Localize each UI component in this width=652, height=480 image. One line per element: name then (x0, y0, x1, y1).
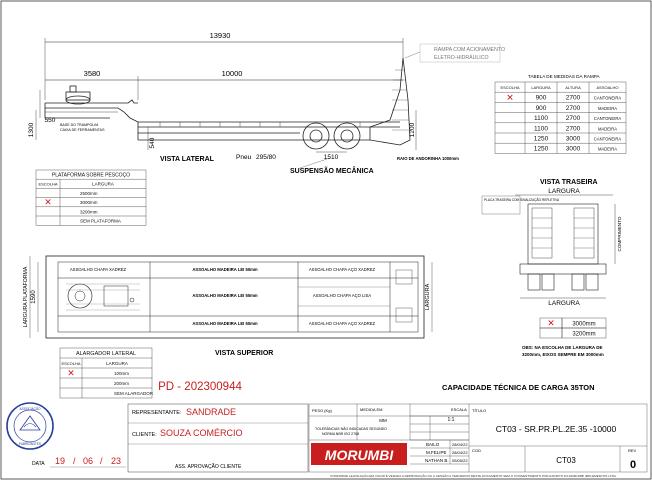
tire-size: 295/80 (256, 154, 276, 161)
ramp-radius-note: RAIO DE ANDORINHA 1000mm (397, 156, 459, 161)
top-panel-b2: ASSOALHO CHAPA AÇO LISA (312, 293, 372, 298)
rep-label: REPRESENTANTE: (132, 410, 182, 416)
widener-table-value: 200mm (114, 381, 130, 386)
widener-table-header: ESCOLHA (61, 361, 81, 366)
ramp-table-width: 1100 (534, 115, 548, 123)
dim-front: 3580 (83, 69, 101, 78)
checked-date: 28/04/22 (452, 450, 468, 455)
platform-table-value: 2500mm (80, 190, 98, 196)
ramp-table-floor: CANTONEIRA (593, 95, 622, 101)
platform-table-value: SEM PLATAFORMA (80, 218, 121, 224)
widener-table-value: SEM ALARGADOR (114, 391, 154, 396)
ramp-table-width: 900 (535, 94, 547, 102)
dim-deck-length: 10000 (221, 69, 243, 78)
ramp-table-header: ALTURA (565, 85, 581, 90)
top-left-label: LARGURA PLATAFORMA (23, 266, 29, 328)
drawing-title: CT03 - SR.PR.PL.2E.35 -10000 (495, 424, 617, 434)
cod-label: COD (472, 448, 481, 453)
client-value: SOUZA COMÉRCIO (160, 428, 243, 438)
checked-by: M.FELIPE (426, 450, 447, 455)
rear-width-label: LARGURA (548, 188, 580, 195)
date-sep-1: / (73, 456, 76, 466)
ramp-table-floor: CANTONEIRA (593, 116, 622, 122)
widener-table-value: 100mm (114, 371, 130, 376)
ramp-table-header: ESCOLHA (500, 85, 520, 90)
approved-by: NATHAN B. (425, 458, 449, 463)
top-panel-b1: ASSOALHO MADEIRA LEI 50mm (192, 293, 258, 298)
date-day: 19 (54, 456, 66, 466)
rev-label: REV (628, 448, 637, 453)
seal-top-text: ASSOCIAÇÃO (19, 407, 41, 411)
title-label: TÍTULO (472, 408, 487, 413)
top-panel-a2: ASSOALHO MADEIRA LEI 50mm (192, 267, 258, 272)
top-panel-c2: ASSOALHO CHAPA AÇO XADREZ (308, 321, 376, 326)
ramp-table-header: ASSOALHO (596, 85, 619, 90)
view-title-rear: VISTA TRASEIRA (540, 179, 598, 186)
tire-label: Pneu (236, 154, 252, 161)
date-label: DATA (32, 461, 45, 467)
rear-selected-mark: ✕ (547, 318, 555, 328)
ramp-table-title: TABELA DE MEDIDAS DA RAMPA (528, 74, 600, 79)
ramp-table-width: 900 (535, 104, 547, 112)
dim-front-height: 550 (44, 117, 56, 124)
ramp-table-header: LARGURA (531, 85, 551, 90)
seal-bottom-text: FABRICANTES (18, 442, 42, 446)
rear-bottom-label: LARGURA (548, 300, 580, 307)
unit-label: MEDIDA EM (360, 407, 383, 412)
scale-label: ESCALA (451, 407, 467, 412)
ramp-table-height: 2700 (565, 115, 581, 123)
ramp-table-height: 2700 (565, 125, 581, 133)
platform-table-header: LARGURA (92, 181, 114, 187)
drawn-by: BAILO (426, 442, 440, 447)
dim-platform-width: 1590 (31, 290, 37, 304)
dim-axle-spacing: 1510 (323, 154, 339, 161)
rep-value: SANDRADE (186, 407, 237, 417)
footer-note: CONFORME LEGISLAÇÃO EM VIGOR É VEDADA A REPRODUÇÃO OU A CESSÃO A TERCEIROS DESTE DOCUMENTO SEM O CONSENTIMENTO POR ESCRITO DA MORUMBI IMPLEMENTOS LTDA. (330, 474, 617, 478)
view-title-lateral: VISTA LATERAL (160, 156, 214, 163)
ramp-table-height: 2700 (565, 94, 581, 102)
rear-width-value: 3000mm (572, 321, 596, 328)
ramp-note-line2: ELETRO-HIDRÁULICO (434, 55, 489, 61)
brand-logo: MORUMBI (324, 447, 394, 463)
order-pd-number: PD - 202300944 (158, 381, 242, 393)
approval-label: ASS. APROVAÇÃO CLIENTE (175, 464, 242, 470)
ramp-table-floor: MADEIRA (597, 126, 618, 132)
platform-table-value: 3200mm (80, 209, 98, 215)
ramp-table-height: 2700 (565, 104, 581, 112)
peso-label: PESO (Kg) (312, 408, 332, 413)
top-panel-c1: ASSOALHO MADEIRA LEI 50mm (192, 321, 258, 326)
view-title-top: VISTA SUPERIOR (215, 350, 274, 357)
ramp-table-selected-mark: ✕ (506, 92, 514, 103)
date-sep-2: / (100, 456, 103, 466)
widener-selected-mark: ✕ (67, 368, 75, 378)
ramp-table-floor: CANTONEIRA (593, 136, 622, 142)
rear-width-value: 3200mm (572, 331, 596, 338)
top-panel-a3: ASSOALHO CHAPA AÇO XADREZ (308, 267, 376, 272)
scale-value: 1:1 (447, 417, 455, 423)
rear-obs-line2: 3200mm, EIXOS SEMPRE EM 3000mm (522, 352, 604, 357)
ramp-table-floor: MADEIRA (597, 105, 618, 111)
dim-ramp-height: 1200 (409, 122, 416, 138)
dim-deck-height: 540 (149, 137, 156, 149)
top-panel-a1: ASSOALHO CHAPA XADREZ (69, 267, 127, 272)
top-right-label: LARGURA (425, 283, 431, 311)
ramp-table-height: 3000 (565, 135, 581, 143)
drawing-code: CT03 (556, 456, 576, 465)
client-label: CLIENTE: (132, 432, 157, 438)
widener-table-title: ALARGADOR LATERAL (75, 351, 137, 357)
note-side-2: CAIXA DE FERRAMENTAS (60, 128, 105, 132)
rev-value: 0 (629, 459, 637, 471)
ramp-note-line1: RAMPA COM ACIONAMENTO (434, 47, 505, 53)
platform-selected-mark: ✕ (44, 197, 52, 208)
widener-table-header: LARGURA (106, 361, 128, 366)
tolerance-line2: NORMA NBR ISO 2768 (322, 432, 359, 436)
note-side-1: BASE DO TRAMPOLIM (60, 123, 99, 127)
dim-overall: 13930 (209, 31, 231, 40)
platform-table-title: PLATAFORMA SOBRE PESCOÇO (51, 172, 131, 179)
platform-table-value: 3000mm (80, 200, 98, 206)
platform-table-header: ESCOLHA (38, 181, 58, 187)
capacity-label: CAPACIDADE TÉCNICA DE CARGA 35TON (442, 383, 595, 392)
unit-value: MM (379, 418, 387, 423)
tolerance-line1: TOLERÂNCIAS NÃO INDICADAS SEGUNDO (315, 427, 387, 431)
view-title-suspension: SUSPENSÃO MECÂNICA (290, 168, 374, 175)
ramp-table-width: 1250 (533, 145, 549, 153)
rear-stamp-note: PLACA TRASEIRA COM SINALIZAÇÃO REFLETIVA (484, 198, 560, 202)
drawn-date: 28/04/22 (452, 442, 468, 447)
approved-date: 05/05/22 (452, 458, 468, 463)
rear-obs-line1: OBS: NA ESCOLHA DE LARGURA DE (522, 345, 603, 350)
rear-length-label: COMPRIMENTO (617, 216, 622, 252)
dim-deck-drop: 1300 (28, 122, 35, 138)
ramp-table-height: 3000 (565, 145, 581, 153)
ramp-table-width: 1100 (534, 125, 548, 133)
ramp-table-width: 1250 (533, 135, 549, 143)
date-year: 23 (110, 456, 122, 466)
ramp-table-floor: MADEIRA (597, 146, 618, 152)
date-month: 06 (82, 456, 94, 466)
